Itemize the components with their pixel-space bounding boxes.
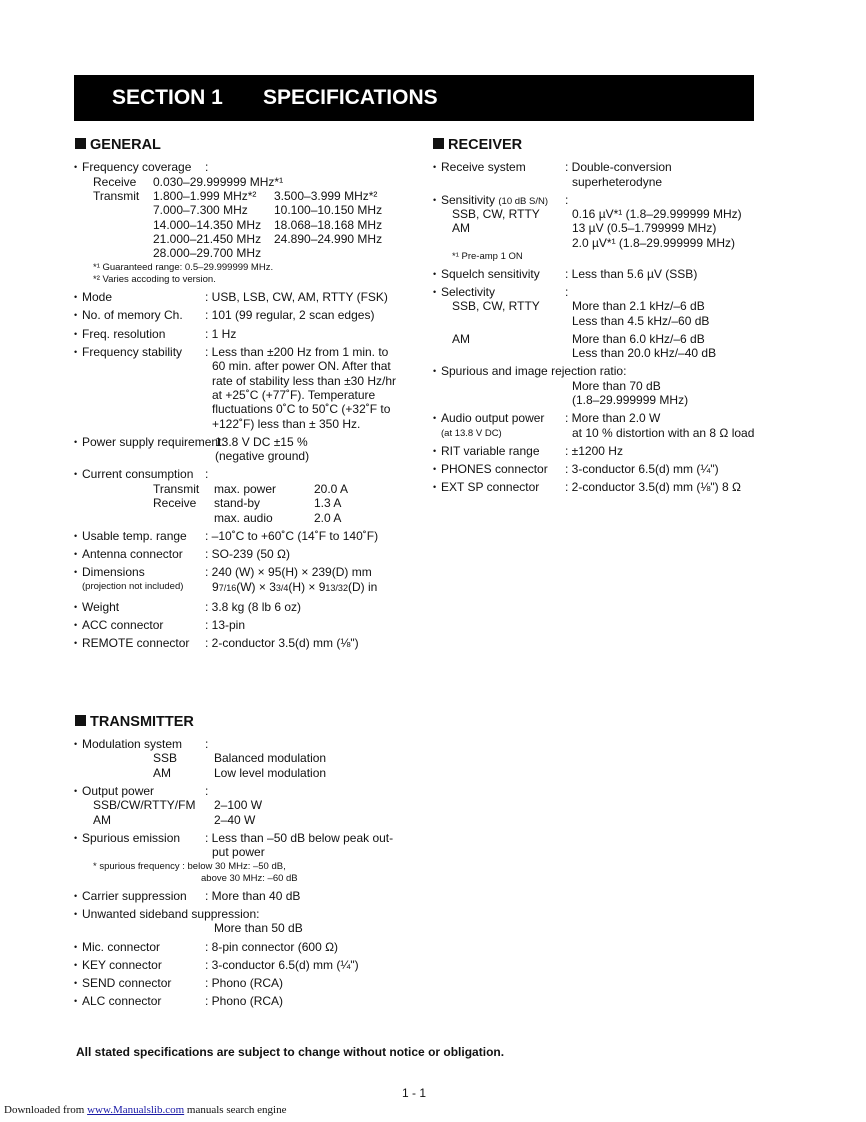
key-value: : 3-conductor 6.5(d) mm (¼")	[205, 958, 359, 972]
stability-line: +122˚F) less than ± 350 Hz.	[212, 417, 361, 431]
dim-part: (W) × 3	[236, 580, 276, 594]
resolution-value: : 1 Hz	[205, 327, 237, 341]
current-row-label: max. power	[214, 482, 277, 496]
temp-label: • Usable temp. range	[82, 529, 187, 544]
alc-label: • ALC connector	[82, 994, 161, 1009]
tx-range: 1.800–1.999 MHz*²	[153, 189, 257, 203]
phones-label: • PHONES connector	[441, 462, 548, 477]
weight-value: : 3.8 kg (8 lb 6 oz)	[205, 600, 302, 614]
sensitivity-label	[441, 193, 548, 208]
current-row-value: 20.0 A	[314, 482, 349, 496]
squelch-value: : Less than 5.6 µV (SSB)	[565, 267, 698, 281]
dimensions-label: • Dimensions	[82, 565, 145, 580]
square-bullet-icon	[75, 138, 86, 149]
temp-value: : –10˚C to +60˚C (14˚F to 140˚F)	[205, 529, 379, 543]
tx-range: 21.000–21.450 MHz	[153, 232, 262, 246]
modulation-label: • Modulation system	[82, 737, 182, 752]
selectivity-label: • Selectivity	[441, 285, 495, 300]
stability-line: at +25˚C (+77˚F). Temperature	[212, 388, 376, 402]
footnote-1: *¹ Guaranteed range: 0.5–29.999999 MHz.	[93, 262, 274, 273]
current-colon: :	[205, 467, 209, 481]
download-prefix: Downloaded from	[4, 1104, 88, 1116]
tx-range: 24.890–24.990 MHz	[274, 232, 383, 246]
section-number: SECTION 1	[112, 86, 223, 109]
rit-value: : ±1200 Hz	[565, 444, 623, 458]
tx-range: 14.000–14.350 MHz	[153, 218, 262, 232]
receive-system-label: • Receive system	[441, 160, 526, 175]
modulation-mode: SSB	[153, 751, 178, 765]
sensitivity-value: 2.0 µV*¹ (1.8–29.999999 MHz)	[572, 236, 736, 250]
mode-label: • Mode	[82, 290, 112, 305]
sensitivity-note: *¹ Pre-amp 1 ON	[452, 251, 523, 262]
receiver-heading	[433, 137, 522, 154]
acc-value: : 13-pin	[205, 618, 246, 632]
memory-label: • No. of memory Ch.	[82, 308, 183, 323]
resolution-label: • Freq. resolution	[82, 327, 165, 342]
tx-range: 10.100–10.150 MHz	[274, 203, 383, 217]
dim-fraction: 3/4	[275, 583, 289, 593]
send-value: : Phono (RCA)	[205, 976, 284, 990]
current-row-label: stand-by	[214, 496, 261, 510]
output-value: 2–100 W	[214, 798, 263, 812]
general-heading	[75, 137, 161, 154]
page-title: SPECIFICATIONS	[263, 86, 438, 109]
sensitivity-mode: AM	[452, 221, 470, 235]
current-tx-label: Transmit	[153, 482, 200, 496]
alc-value: : Phono (RCA)	[205, 994, 284, 1008]
spurious-label: • Spurious emission	[82, 831, 180, 846]
transmitter-heading	[75, 714, 194, 731]
selectivity-colon: :	[565, 285, 569, 299]
receive-system-value-2: superheterodyne	[572, 175, 663, 189]
selectivity-value: Less than 20.0 kHz/–40 dB	[572, 346, 717, 360]
memory-value: : 101 (99 regular, 2 scan edges)	[205, 308, 375, 322]
spurious-value-2: put power	[212, 845, 265, 859]
squelch-label: • Squelch sensitivity	[441, 267, 540, 282]
selectivity-am: AM	[452, 332, 470, 346]
stability-line: 60 min. after power ON. After that	[212, 359, 391, 373]
tx-range: 18.068–18.168 MHz	[274, 218, 383, 232]
audio-output-value: : More than 2.0 W	[565, 411, 661, 425]
audio-output-label: • Audio output power	[441, 411, 544, 426]
dimensions-note: (projection not included)	[82, 581, 184, 592]
output-mode: SSB/CW/RTTY/FM	[93, 798, 196, 812]
section-banner	[74, 75, 754, 121]
psu-value: 13.8 V DC ±15 %	[215, 435, 308, 449]
antenna-label: • Antenna connector	[82, 547, 183, 562]
footnote-2: *² Varies accoding to version.	[93, 274, 216, 285]
current-row-value: 1.3 A	[314, 496, 342, 510]
spur-image-value: More than 70 dB	[572, 379, 661, 393]
square-bullet-icon	[75, 715, 86, 726]
psu-label: • Power supply requirement:	[82, 435, 225, 450]
sensitivity-condition: (10 dB S/N)	[498, 196, 549, 207]
ext-sp-value: : 2-conductor 3.5(d) mm (⅛") 8 Ω	[565, 480, 741, 494]
dim-part: 9	[212, 580, 219, 594]
selectivity-value: Less than 4.5 kHz/–60 dB	[572, 314, 710, 328]
current-row-value: 2.0 A	[314, 511, 342, 525]
antenna-value: : SO-239 (50 Ω)	[205, 547, 291, 561]
stability-line: : Less than ±200 Hz from 1 min. to	[205, 345, 389, 359]
specs-disclaimer: All stated specifications are subject to change without notice or obligation.	[76, 1045, 505, 1059]
output-value: 2–40 W	[214, 813, 256, 827]
sensitivity-text: Sensitivity	[441, 193, 496, 207]
general-heading-text: GENERAL	[90, 137, 161, 153]
spurious-note: * spurious frequency : below 30 MHz: –50 dB,	[93, 861, 286, 872]
mic-label: • Mic. connector	[82, 940, 160, 955]
transmit-label: Transmit	[93, 189, 140, 203]
dimensions-value: : 240 (W) × 95(H) × 239(D) mm	[205, 565, 372, 579]
output-power-colon: :	[205, 784, 209, 798]
remote-value: : 2-conductor 3.5(d) mm (⅛")	[205, 636, 359, 650]
sensitivity-mode: SSB, CW, RTTY	[452, 207, 540, 221]
current-rx-label: Receive	[153, 496, 197, 510]
selectivity-ssb: SSB, CW, RTTY	[452, 299, 540, 313]
dim-part: (D) in	[347, 580, 378, 594]
selectivity-value: More than 6.0 kHz/–6 dB	[572, 332, 705, 346]
sensitivity-value: 0.16 µV*¹ (1.8–29.999999 MHz)	[572, 207, 742, 221]
modulation-mode: AM	[153, 766, 171, 780]
dim-part: (H) × 9	[288, 580, 326, 594]
ext-sp-label: • EXT SP connector	[441, 480, 539, 495]
current-label: • Current consumption	[82, 467, 193, 482]
modulation-type: Low level modulation	[214, 766, 327, 780]
psu-value-2: (negative ground)	[215, 449, 310, 463]
audio-output-value-2: at 10 % distortion with an 8 Ω load	[572, 426, 755, 440]
output-power-label: • Output power	[82, 784, 154, 799]
remote-label: • REMOTE connector	[82, 636, 189, 651]
mode-value: : USB, LSB, CW, AM, RTTY (FSK)	[205, 290, 388, 304]
carrier-label: • Carrier suppression	[82, 889, 187, 904]
spurious-note-2: above 30 MHz: –60 dB	[201, 873, 298, 884]
stability-line: fluctuations 0˚C to 50˚C (+32˚F to	[212, 402, 391, 416]
modulation-colon: :	[205, 737, 209, 751]
manualslib-link[interactable]: www.Manualslib.com	[87, 1104, 185, 1116]
current-row-label: max. audio	[214, 511, 273, 525]
dim-fraction: 7/16	[218, 583, 237, 593]
sensitivity-value: 13 µV (0.5–1.799999 MHz)	[572, 221, 717, 235]
output-mode: AM	[93, 813, 111, 827]
tx-range: 3.500–3.999 MHz*²	[274, 189, 378, 203]
weight-label: • Weight	[82, 600, 119, 615]
receive-value: 0.030–29.999999 MHz*¹	[153, 175, 284, 189]
rit-label: • RIT variable range	[441, 444, 540, 459]
freq-coverage-label: • Frequency coverage	[82, 160, 191, 175]
acc-label: • ACC connector	[82, 618, 163, 633]
spur-image-label: • Spurious and image rejection ratio:	[441, 364, 626, 379]
unwanted-label: • Unwanted sideband suppression:	[82, 907, 259, 922]
unwanted-value: More than 50 dB	[214, 921, 303, 935]
phones-value: : 3-conductor 6.5(d) mm (¼")	[565, 462, 719, 476]
tx-range: 7.000–7.300 MHz	[153, 203, 248, 217]
sensitivity-colon: :	[565, 193, 569, 207]
send-label: • SEND connector	[82, 976, 171, 991]
download-suffix: manuals search engine	[184, 1104, 287, 1116]
key-label: • KEY connector	[82, 958, 162, 973]
receive-system-value: : Double-conversion	[565, 160, 672, 174]
modulation-type: Balanced modulation	[214, 751, 327, 765]
dim-fraction: 13/32	[325, 583, 348, 593]
selectivity-value: More than 2.1 kHz/–6 dB	[572, 299, 705, 313]
stability-label: • Frequency stability	[82, 345, 182, 360]
mic-value: : 8-pin connector (600 Ω)	[205, 940, 339, 954]
audio-output-note: (at 13.8 V DC)	[441, 428, 502, 439]
page-number: 1 - 1	[402, 1086, 427, 1100]
transmitter-heading-text: TRANSMITTER	[90, 714, 194, 730]
spurious-value: : Less than –50 dB below peak out-	[205, 831, 394, 845]
spur-image-value-2: (1.8–29.999999 MHz)	[572, 393, 689, 407]
freq-coverage-colon: :	[205, 160, 209, 174]
dimensions-value-inch	[212, 580, 377, 596]
receive-label: Receive	[93, 175, 137, 189]
download-credit	[4, 1103, 286, 1118]
tx-range: 28.000–29.700 MHz	[153, 246, 262, 260]
square-bullet-icon	[433, 138, 444, 149]
carrier-value: : More than 40 dB	[205, 889, 301, 903]
stability-line: rate of stability less than ±30 Hz/hr	[212, 374, 397, 388]
receiver-heading-text: RECEIVER	[448, 137, 523, 153]
